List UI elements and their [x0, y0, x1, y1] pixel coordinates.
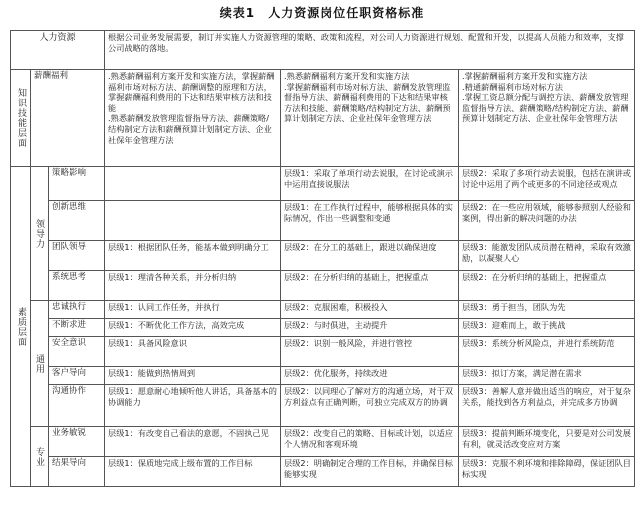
item-level2: 层级2：与时俱进，主动提升: [281, 319, 459, 337]
item-level1: [105, 167, 281, 201]
quality-category: 素质层面: [11, 167, 31, 487]
knowledge-level2: .熟悉薪酬福利方案开发和实施方法 .掌握薪酬福利市场对标方法、薪酬发放管理监督指导方法、薪酬福利费用的下达和结果审核方法和技能、薪酬策略/结构制定方法、薪酬预算计划制定方法、企业社保年金管理方法: [281, 70, 459, 167]
item-level2: 层级1：采取了单项行动去说服，在讨论或演示中运用直接说服法: [281, 167, 459, 201]
item-level3: 层级3：系统分析风险点，并进行系统防范: [459, 337, 635, 367]
item-level3: 层级3：迎难而上，敢于挑战: [459, 319, 635, 337]
item-label: 策略影响: [49, 167, 105, 201]
group-label-leadership: 领导力: [31, 167, 49, 301]
item-level2: 层级1：在工作执行过程中，能够根据具体的实际情况，作出一些调整和变通: [281, 201, 459, 241]
item-level2: 层级2：克服困难，积极投入: [281, 301, 459, 319]
item-level3: 层级2：在一些应用领域，能够参照别人经验和案例，得出新的解决问题的办法: [459, 201, 635, 241]
item-label: 结果导向: [49, 457, 105, 487]
table-row: [11, 167, 635, 201]
item-level3: 层级2：采取了多项行动去说服，包括在演讲或讨论中运用了两个或更多的不同途径或观点: [459, 167, 635, 201]
item-level1: 层级1：有改变自己看法的意愿，不固执己见: [105, 427, 281, 457]
knowledge-category: 知识技能层面: [11, 70, 31, 167]
hr-row-description: 根据公司业务发展需要，制订并实施人力资源管理的策略、政策和流程，对公司人力资源进行规划、配置和开发，以提高人员能力和效率，支撑公司战略的落地。: [105, 31, 635, 70]
item-level2: 层级2：在分析归纳的基础上，把握重点: [281, 271, 459, 301]
item-level1: 层级1：具备风险意识: [105, 337, 281, 367]
item-level1: 层级1：愿意耐心地倾听他人讲话，具备基本的协调能力: [105, 385, 281, 427]
item-level3: 层级3：善解人意并做出适当的响应，对于复杂关系，能找到各方利益点，并完成多方协调: [459, 385, 635, 427]
item-level2: 层级2：识别一般风险，并进行管控: [281, 337, 459, 367]
table-title-prefix: 续表1: [219, 6, 256, 20]
table-title-main: 人力资源岗位任职资格标准: [268, 6, 425, 20]
item-label: 不断求进: [49, 319, 105, 337]
table-row: [11, 241, 635, 271]
item-level2: 层级2：在分工的基础上，跟进以确保进度: [281, 241, 459, 271]
item-level1: 层级1：理清各种关系，并分析归纳: [105, 271, 281, 301]
item-level2: 层级2：明确制定合理的工作目标，并确保目标能够实现: [281, 457, 459, 487]
table-row: [11, 385, 635, 427]
table-row: [11, 31, 635, 70]
item-label: 系统思考: [49, 271, 105, 301]
item-label: 安全意识: [49, 337, 105, 367]
table-row: [11, 367, 635, 385]
item-level3: 层级2：在分析归纳的基础上，把握重点: [459, 271, 635, 301]
table-title: [0, 4, 644, 21]
item-level1: 层级1：不断优化工作方法，高效完成: [105, 319, 281, 337]
item-label: 忠诚执行: [49, 301, 105, 319]
table-row: [11, 319, 635, 337]
item-label: 团队领导: [49, 241, 105, 271]
item-level3: 层级3：拟订方案，满足潜在需求: [459, 367, 635, 385]
item-level2: 层级2：改变自己的策略、目标或计划，以适应个人情况和客观环境: [281, 427, 459, 457]
table-row: [11, 427, 635, 457]
table-row: [11, 201, 635, 241]
table-row: [11, 301, 635, 319]
knowledge-level1: .熟悉薪酬福利方案开发和实施方法，掌握薪酬福利市场对标方法、薪酬调整的原理和方法，掌握薪酬福利费用的下达和结果审核方法和技能 .熟悉薪酬发放管理监督指导方法、薪酬策略/结构制定方法和薪酬预算计划制定方法、企业社保年金管理方法: [105, 70, 281, 167]
qualification-table: [10, 30, 635, 487]
item-level1: 层级1：保质地完成上级布置的工作目标: [105, 457, 281, 487]
hr-row-label: 人力资源: [11, 31, 105, 70]
table-row: [11, 70, 635, 167]
item-label: 客户导向: [49, 367, 105, 385]
item-level3: 层级3：勇于担当，团队为先: [459, 301, 635, 319]
item-level1: 层级1：认同工作任务，并执行: [105, 301, 281, 319]
knowledge-level3: .掌握薪酬福利方案开发和实施方法 .精通薪酬福利市场对标方法 .掌握工资总额分配与调控方法、薪酬发放管理监督指导方法、薪酬策略/结构制定方法、薪酬预算计划制定方法、企业社保年金管理方法: [459, 70, 635, 167]
item-label: 业务敏锐: [49, 427, 105, 457]
table-row: [11, 337, 635, 367]
item-level1: 层级1：根据团队任务，能基本做到明确分工: [105, 241, 281, 271]
group-label-general: 通用: [31, 301, 49, 427]
item-label: 创新思维: [49, 201, 105, 241]
table-row: [11, 457, 635, 487]
knowledge-item-label: 薪酬福利: [31, 70, 105, 167]
item-level3: 层级3：能激发团队成员潜在精神，采取有效激励，以凝聚人心: [459, 241, 635, 271]
item-level1: 层级1：能做到热情周到: [105, 367, 281, 385]
table-row: [11, 271, 635, 301]
item-level1: [105, 201, 281, 241]
item-level2: 层级2：优化服务，持续改进: [281, 367, 459, 385]
item-label: 沟通协作: [49, 385, 105, 427]
item-level3: 层级3：提前判断环境变化，只要是对公司发展有利，就灵活改变应对方案: [459, 427, 635, 457]
group-label-professional: 专业: [31, 427, 49, 487]
item-level3: 层级3：克服不利环境和排除障碍，保证团队目标实现: [459, 457, 635, 487]
item-level2: 层级2：以同理心了解对方的沟通立场，对于双方利益点有正确判断，可独立完成双方的协调: [281, 385, 459, 427]
